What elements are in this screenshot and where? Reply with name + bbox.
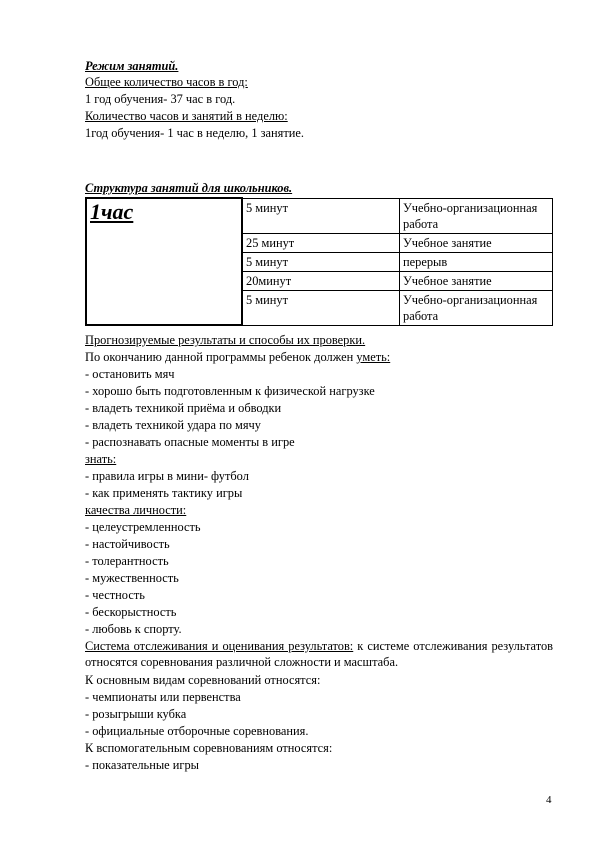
duration-cell (86, 198, 242, 325)
know-label: знать: (85, 452, 117, 466)
activity-cell: Учебно-организационная работа (400, 290, 553, 325)
qualities-label: качества личности: (85, 503, 187, 517)
list-item: - толерантность (85, 554, 169, 568)
hours-week-value: 1год обучения- 1 час в неделю, 1 занятие. (85, 126, 304, 140)
results-intro (85, 349, 390, 365)
list-item: - бескорыстность (85, 605, 177, 619)
list-item: - официальные отборочные соревнования. (85, 724, 309, 738)
list-item: - мужественность (85, 571, 179, 585)
time-cell: 5 минут (242, 252, 400, 271)
system-paragraph (85, 638, 553, 670)
duration-label: 1час (90, 199, 134, 224)
activity-cell: Учебное занятие (400, 233, 553, 252)
list-item: - целеустремленность (85, 520, 201, 534)
list-item: - распознавать опасные моменты в игре (85, 435, 295, 449)
list-item: - настойчивость (85, 537, 170, 551)
list-item: - владеть техникой приёма и обводки (85, 401, 282, 415)
list-item: - как применять тактику игры (85, 486, 243, 500)
table-row (86, 198, 553, 233)
time-cell: 20минут (242, 271, 400, 290)
list-item: - остановить мяч (85, 367, 175, 381)
main-comp-label: К основным видам соревнований относятся: (85, 673, 321, 687)
list-item: - показательные игры (85, 758, 199, 772)
results-intro-text: По окончанию данной программы ребенок должен (85, 350, 357, 364)
list-item: - честность (85, 588, 145, 602)
list-item: - чемпионаты или первенства (85, 690, 241, 704)
system-text: к системе отслеживания результатов относятся соревнования различной сложности и масштаба. (85, 639, 553, 669)
hours-year-label: Общее количество часов в год: (85, 75, 248, 89)
time-cell: 25 минут (242, 233, 400, 252)
aux-comp-label: К вспомогательным соревнованиям относятся: (85, 741, 333, 755)
activity-cell: перерыв (400, 252, 553, 271)
lesson-structure-table (85, 197, 553, 326)
section-title-structure: Структура занятий для школьников. (85, 181, 293, 195)
list-item: - хорошо быть подготовленным к физической нагрузке (85, 384, 375, 398)
activity-cell: Учебно-организационная работа (400, 198, 553, 233)
list-item: - любовь к спорту. (85, 622, 182, 636)
list-item: - правила игры в мини- футбол (85, 469, 249, 483)
list-item: - владеть техникой удара по мячу (85, 418, 261, 432)
results-title: Прогнозируемые результаты и способы их проверки. (85, 333, 366, 347)
skills-label: уметь: (356, 350, 391, 364)
hours-year-value: 1 год обучения- 37 час в год. (85, 92, 236, 106)
time-cell: 5 минут (242, 198, 400, 233)
activity-cell: Учебное занятие (400, 271, 553, 290)
page-number: 4 (546, 794, 552, 806)
list-item: - розыгрыши кубка (85, 707, 187, 721)
section-title-schedule: Режим занятий. (85, 59, 179, 73)
hours-week-label: Количество часов и занятий в неделю: (85, 109, 288, 123)
system-label: Система отслеживания и оценивания результатов: (85, 639, 354, 653)
time-cell: 5 минут (242, 290, 400, 325)
